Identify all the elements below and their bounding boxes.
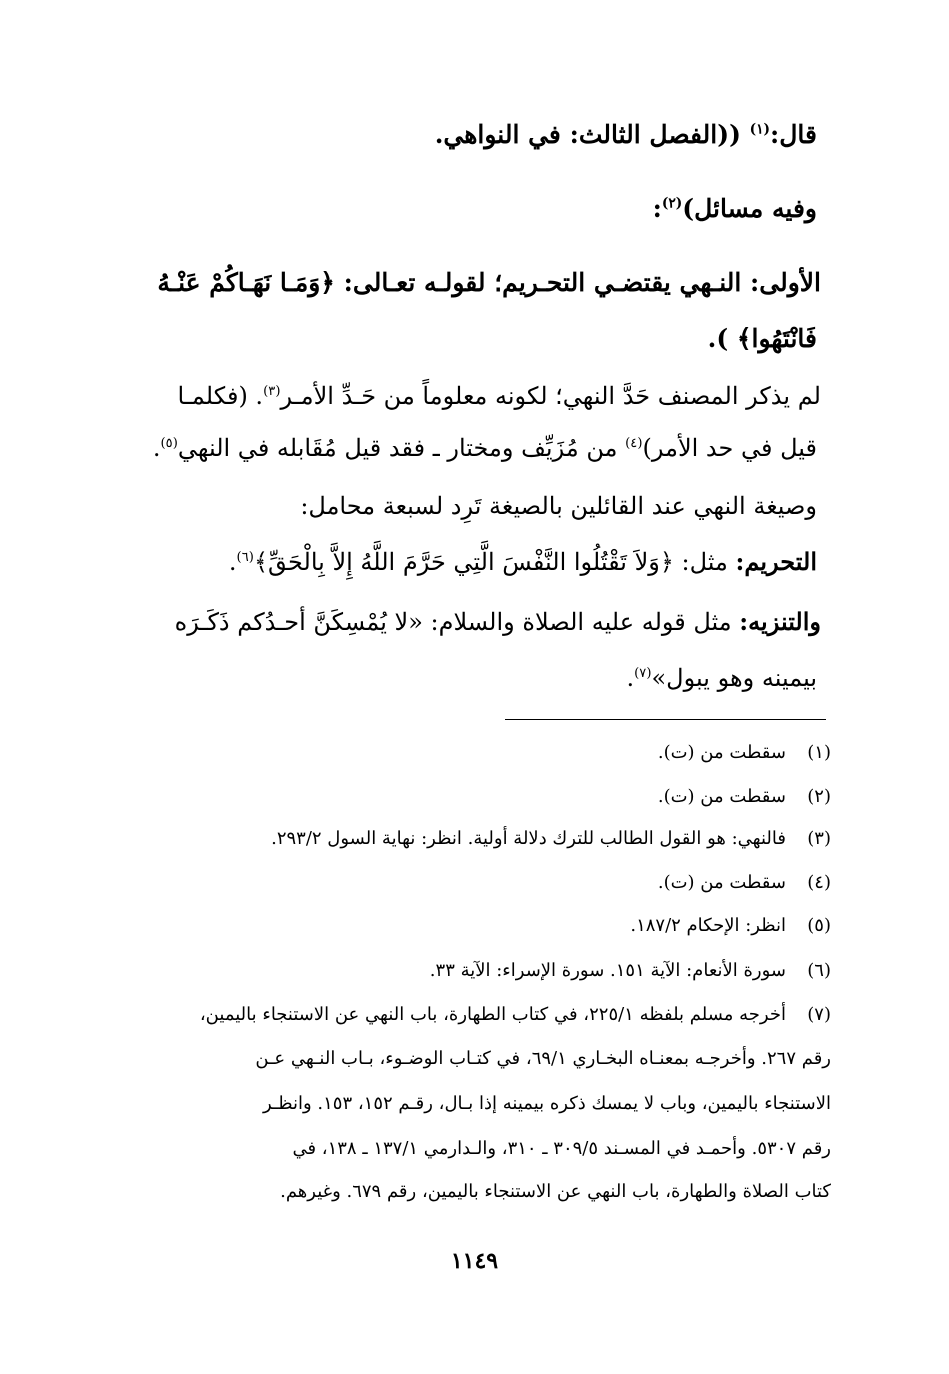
footnote-text: سقطت من (ت). [657,742,786,763]
footnote-continuation: رقم ٥٣٠٧. وأحمـد في المسـند ٣٠٩/٥ ـ ٣١٠، والـدارمي ١٣٧/١ ـ ١٣٨، في [292,1138,831,1159]
heading-issues [653,194,817,224]
footnote-divider [505,719,826,720]
qal-label: قال: [770,120,817,149]
text-run: مثل: ﴿وَلاَ تَقْتُلُوا النَّفْسَ الَّتِي حَرَّمَ اللَّهُ إِلاَّ بِالْحَقِّ﴾ [253,548,736,576]
footnote-text: سقطت من (ت). [657,872,786,893]
text-run: بيمينه وهو يبول» [651,664,817,692]
first-issue-line-2: فَانْتَهُوا﴾ ). [707,324,817,353]
paragraph-line: وصيغة النهي عند القائلين بالصيغة تَرِد لسبعة محامل: [300,492,817,520]
footnote-ref: (٧) [634,666,652,681]
footnote-ref: (٥) [160,436,178,451]
chapter-title: ((الفصل الثالث: في النواهي. [434,120,750,149]
footnote-number: (٤) [807,872,831,893]
footnote-number: (١) [807,742,831,763]
paragraph-line [178,382,821,411]
footnote-text: أخرجه مسلم بلفظه ٢٢٥/١، في كتاب الطهارة، باب النهي عن الاستنجاء باليمين، [199,1004,786,1025]
heading-chapter [435,120,817,150]
footnote-ref: (٣) [263,384,281,399]
footnote-text: انظر: الإحكام ١٨٧/٢. [630,915,786,936]
page-number: ١١٤٩ [450,1248,499,1274]
text-run: . [152,434,161,462]
text-run: لم يذكر المصنف حَدَّ النهي؛ لكونه معلوماً من حَـدِّ الأمـر [280,382,821,410]
text-run: قيل في حد الأمر) [642,434,817,462]
footnote-continuation: كتاب الصلاة والطهارة، باب النهي عن الاستنجاء باليمين، رقم ٦٧٩. وغيرهم. [280,1181,831,1202]
footnote-text: سقطت من (ت). [657,786,786,807]
footnote-ref: (٢) [661,195,683,212]
text-run: . [626,664,635,692]
footnote-ref: (٦) [236,550,254,565]
paragraph-line [153,434,817,463]
footnote-number: (٦) [807,960,831,981]
text-run: . (فكلمـا [177,382,264,410]
footnote-text: سورة الأنعام: الآية ١٥١. سورة الإسراء: الآية ٣٣. [429,960,786,981]
footnote-number: (٢) [807,786,831,807]
footnote-number: (٥) [807,915,831,936]
term-prohibition: التحريم: [735,547,817,576]
term-disapproval: والتنزيه: [739,607,821,636]
footnote-continuation: رقم ٢٦٧. وأخرجـه بمعنـاه البخـاري ٦٩/١، في كتـاب الوضـوء، بـاب النـهي عـن [255,1048,831,1069]
first-issue-line: الأولى: النـهي يقتضـي التحـريم؛ لقولـه تعـالى: ﴿وَمَـا نَهَـاكُمْ عَنْـهُ [157,268,821,297]
footnote-number: (٧) [807,1004,831,1025]
paragraph-line [175,608,821,637]
footnote-ref: (١) [749,121,771,138]
footnote-text: فالنهي: هو القول الطالب للترك دلالة أولية. انظر: نهاية السول ٢٩٣/٢. [271,828,786,849]
text-run: . [228,548,237,576]
footnote-number: (٣) [807,828,831,849]
text-run: مثل قوله عليه الصلاة والسلام: «لا يُمْسِكَنَّ أحـدُكم ذَكَـرَه [174,608,740,636]
paragraph-line [626,664,817,693]
footnote-ref: (٤) [625,436,643,451]
paragraph-line [229,548,817,577]
issues-label: وفيه مسائل) [682,194,817,223]
text-run: من مُزَيِّف ومختار ـ فقد قيل مُقَابله في النهي [177,434,626,462]
footnote-continuation: الاستنجاء باليمين، وباب لا يمسك ذكره بيمينه إذا بـال، رقـم ١٥٢، ١٥٣. وانظـر [262,1093,831,1114]
punct: : [652,194,662,223]
